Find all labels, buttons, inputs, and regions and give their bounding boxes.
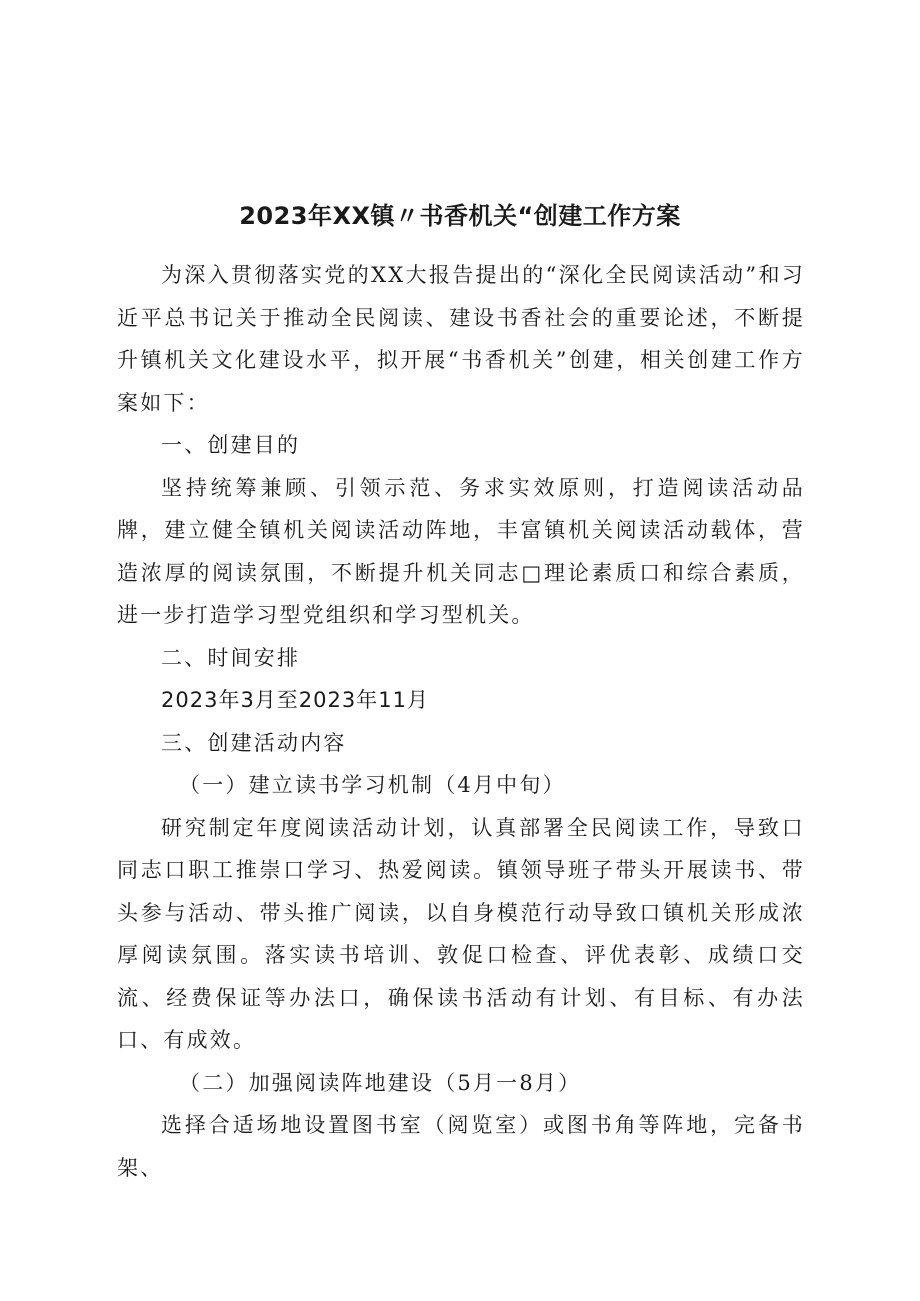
section-1-heading: 一、创建目的 — [161, 433, 301, 457]
subsection-1-heading: （一）建立读书学习机制（4月中旬） — [179, 773, 566, 797]
document-body — [117, 254, 805, 1189]
section-3-heading: 三、创建活动内容 — [161, 730, 347, 755]
subsection-2-heading: （二）加强阅读阵地建设（5月一8月） — [179, 1070, 582, 1095]
section-2-paragraph: 2023年3月至2023年11月 — [161, 688, 429, 712]
subsection-2-paragraph: 选择合适场地设置图书室（阅览室）或图书角等阵地，完备书架、 — [117, 1113, 805, 1180]
document-title: 2023年XX镇〃书香机关“创建工作方案 — [239, 202, 681, 230]
section-1-paragraph: 坚持统筹兼顾、引领示范、务求实效原则，打造阅读活动品牌，建立健全镇机关阅读活动阵地，丰富镇机关阅读活动载体，营造浓厚的阅读氛围，不断提升机关同志□理论素质口和综合素质，进一步打造学习型党组织和学习型机关。 — [117, 475, 805, 627]
subsection-1-paragraph: 研究制定年度阅读活动计划，认真部署全民阅读工作，导致口同志口职工推崇口学习、热爱阅读。镇领导班子带头开展读书、带头参与活动、带头推广阅读，以自身模范行动导致口镇机关形成浓厚阅读氛围。落实读书培训、敦促口检查、评优表彰、成绩口交流、经费保证等办法口，确保读书活动有计划、有目标、有办法口、有成效。 — [117, 815, 805, 1052]
section-2-heading: 二、时间安排 — [161, 645, 301, 670]
intro-paragraph: 为深入贯彻落实党的XX大报告提出的“深化全民阅读活动”和习近平总书记关于推动全民阅读、建设书香社会的重要论述，不断提升镇机关文化建设水平，拟开展“书香机关”创建，相关创建工作方案如下： — [117, 263, 805, 415]
